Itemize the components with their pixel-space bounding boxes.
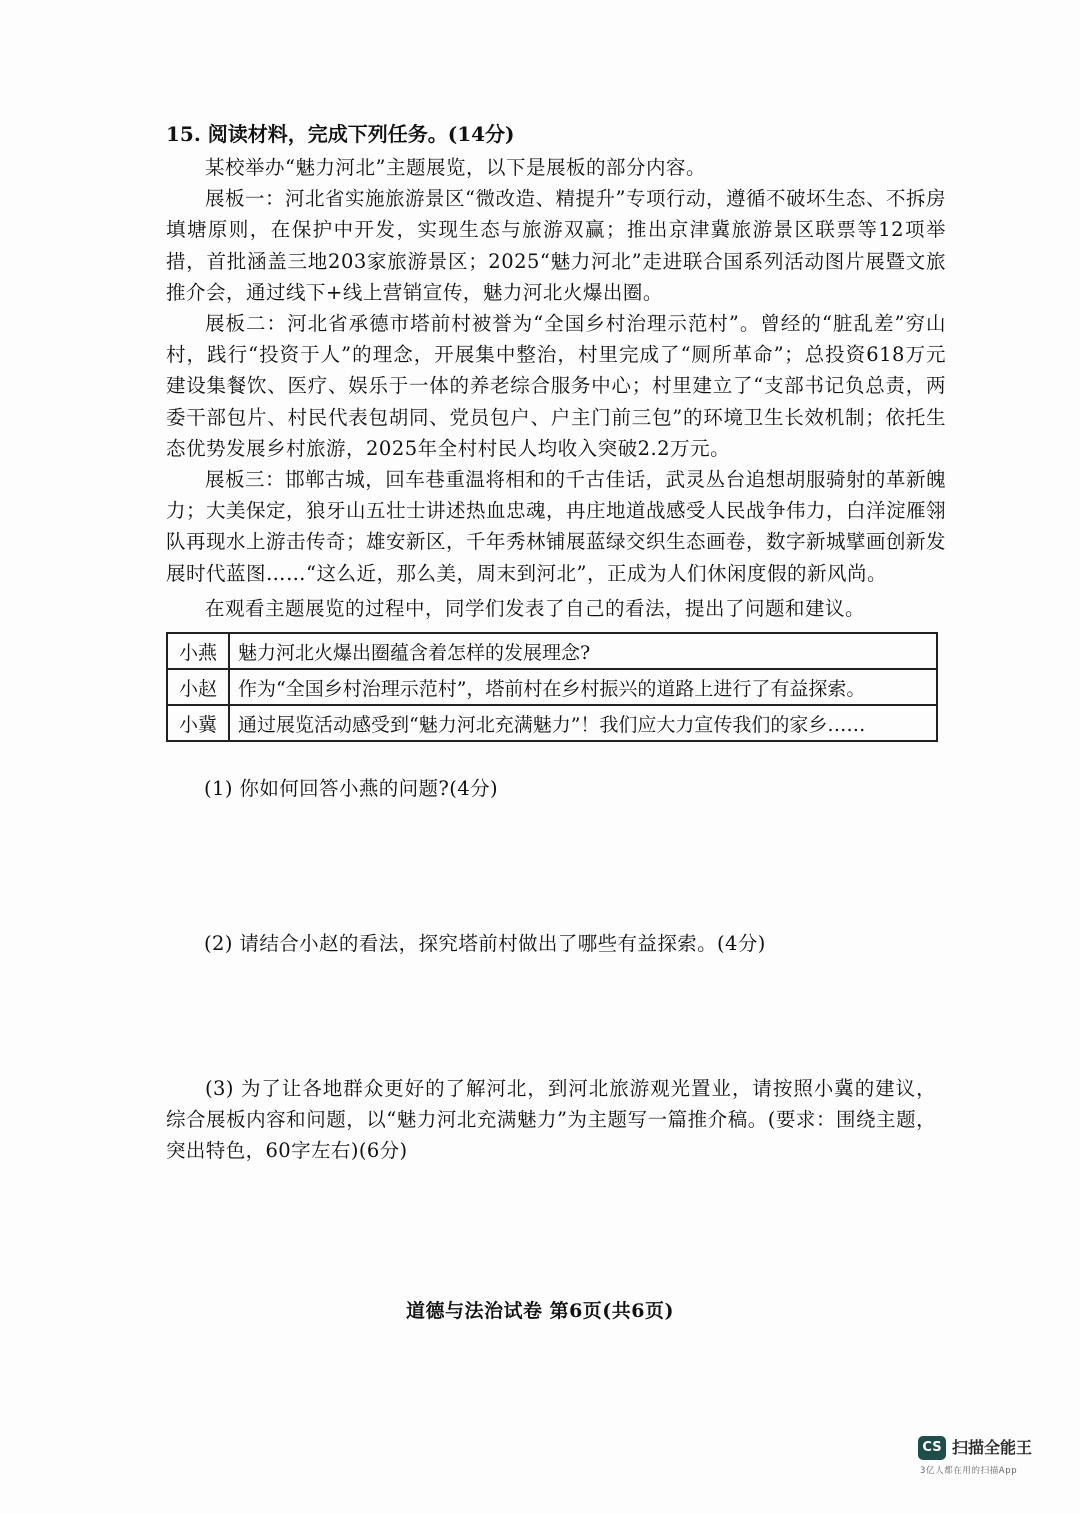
panel-two-text: 展板二：河北省承德市塔前村被誉为“全国乡村治理示范村”。曾经的“脏乱差”穷山村，践行“投资于人”的理念，开展集中整治，村里完成了“厕所革命”；总投资618万元建设集餐饮、医疗、娱乐于一体的养老综合服务中心；村里建立了“支部书记负总责，两委干部包片、村民代表包胡同、党员包户、户主门前三包”的环境卫生长效机制；依托生态优势发展乡村旅游，2025年全村村民人均收入突破2.2万元。 (166, 312, 946, 460)
student-opinion: 魅力河北火爆出圈蕴含着怎样的发展理念? (229, 633, 937, 669)
table-row (167, 669, 937, 705)
opinions-table (166, 632, 938, 742)
intro-text: 某校举办“魅力河北”主题展览，以下是展板的部分内容。 (205, 156, 706, 179)
student-opinion: 通过展览活动感受到“魅力河北充满魅力”！我们应大力宣传我们的家乡…… (229, 705, 937, 741)
student-name: 小燕 (167, 633, 229, 669)
panel-one-text: 展板一：河北省实施旅游景区“微改造、精提升”专项行动，遵循不破坏生态、不拆房填塘原则，在保护中开发，实现生态与旅游双赢；推出京津冀旅游景区联票等12项举措，首批涵盖三地203家旅游景区；2025“魅力河北”走进联合国系列活动图片展暨文旅推介会，通过线下+线上营销宣传，魅力河北火爆出圈。 (166, 187, 946, 304)
table-row (167, 633, 937, 669)
student-name: 小冀 (167, 705, 229, 741)
table-row (167, 705, 937, 741)
sub-question-2: (2) 请结合小赵的看法，探究塔前村做出了哪些有益探索。(4分) (204, 932, 766, 955)
scanner-app-name: 扫描全能王 (952, 1438, 1033, 1457)
question-15 (166, 118, 947, 1162)
sub-question-3: (3) 为了让各地群众更好的了解河北，到河北旅游观光置业，请按照小冀的建议，综合展板内容和问题，以“魅力河北充满魅力”为主题写一篇推介稿。(要求：围绕主题，突出特色，60字左右)(6分) (166, 1077, 936, 1162)
scanner-tagline: 3亿人都在用的扫描App (920, 1466, 1018, 1476)
sub-question-1: (1) 你如何回答小燕的问题?(4分) (204, 777, 498, 800)
page-footer: 道德与法治试卷 第6页(共6页) (405, 1300, 675, 1322)
scanner-watermark (918, 1436, 1048, 1476)
question-title: 15. 阅读材料，完成下列任务。(14分) (166, 122, 515, 146)
discussion-intro: 在观看主题展览的过程中，同学们发表了自己的看法，提出了问题和建议。 (205, 596, 866, 620)
panel-three-text: 展板三：邯郸古城，回车巷重温将相和的千古佳话，武灵丛台追想胡服骑射的革新魄力；大美保定，狼牙山五壮士讲述热血忠魂，冉庄地道战感受人民战争伟力，白洋淀雁翎队再现水上游击传奇；雄安新区，千年秀林铺展蓝绿交织生态画卷，数字新城擘画创新发展时代蓝图……“这么近，那么美，周末到河北”，正成为人们休闲度假的新风尚。 (166, 468, 947, 585)
scanner-logo-icon: CS (918, 1436, 946, 1460)
student-opinion: 作为“全国乡村治理示范村”，塔前村在乡村振兴的道路上进行了有益探索。 (229, 669, 937, 705)
student-name: 小赵 (167, 669, 229, 705)
